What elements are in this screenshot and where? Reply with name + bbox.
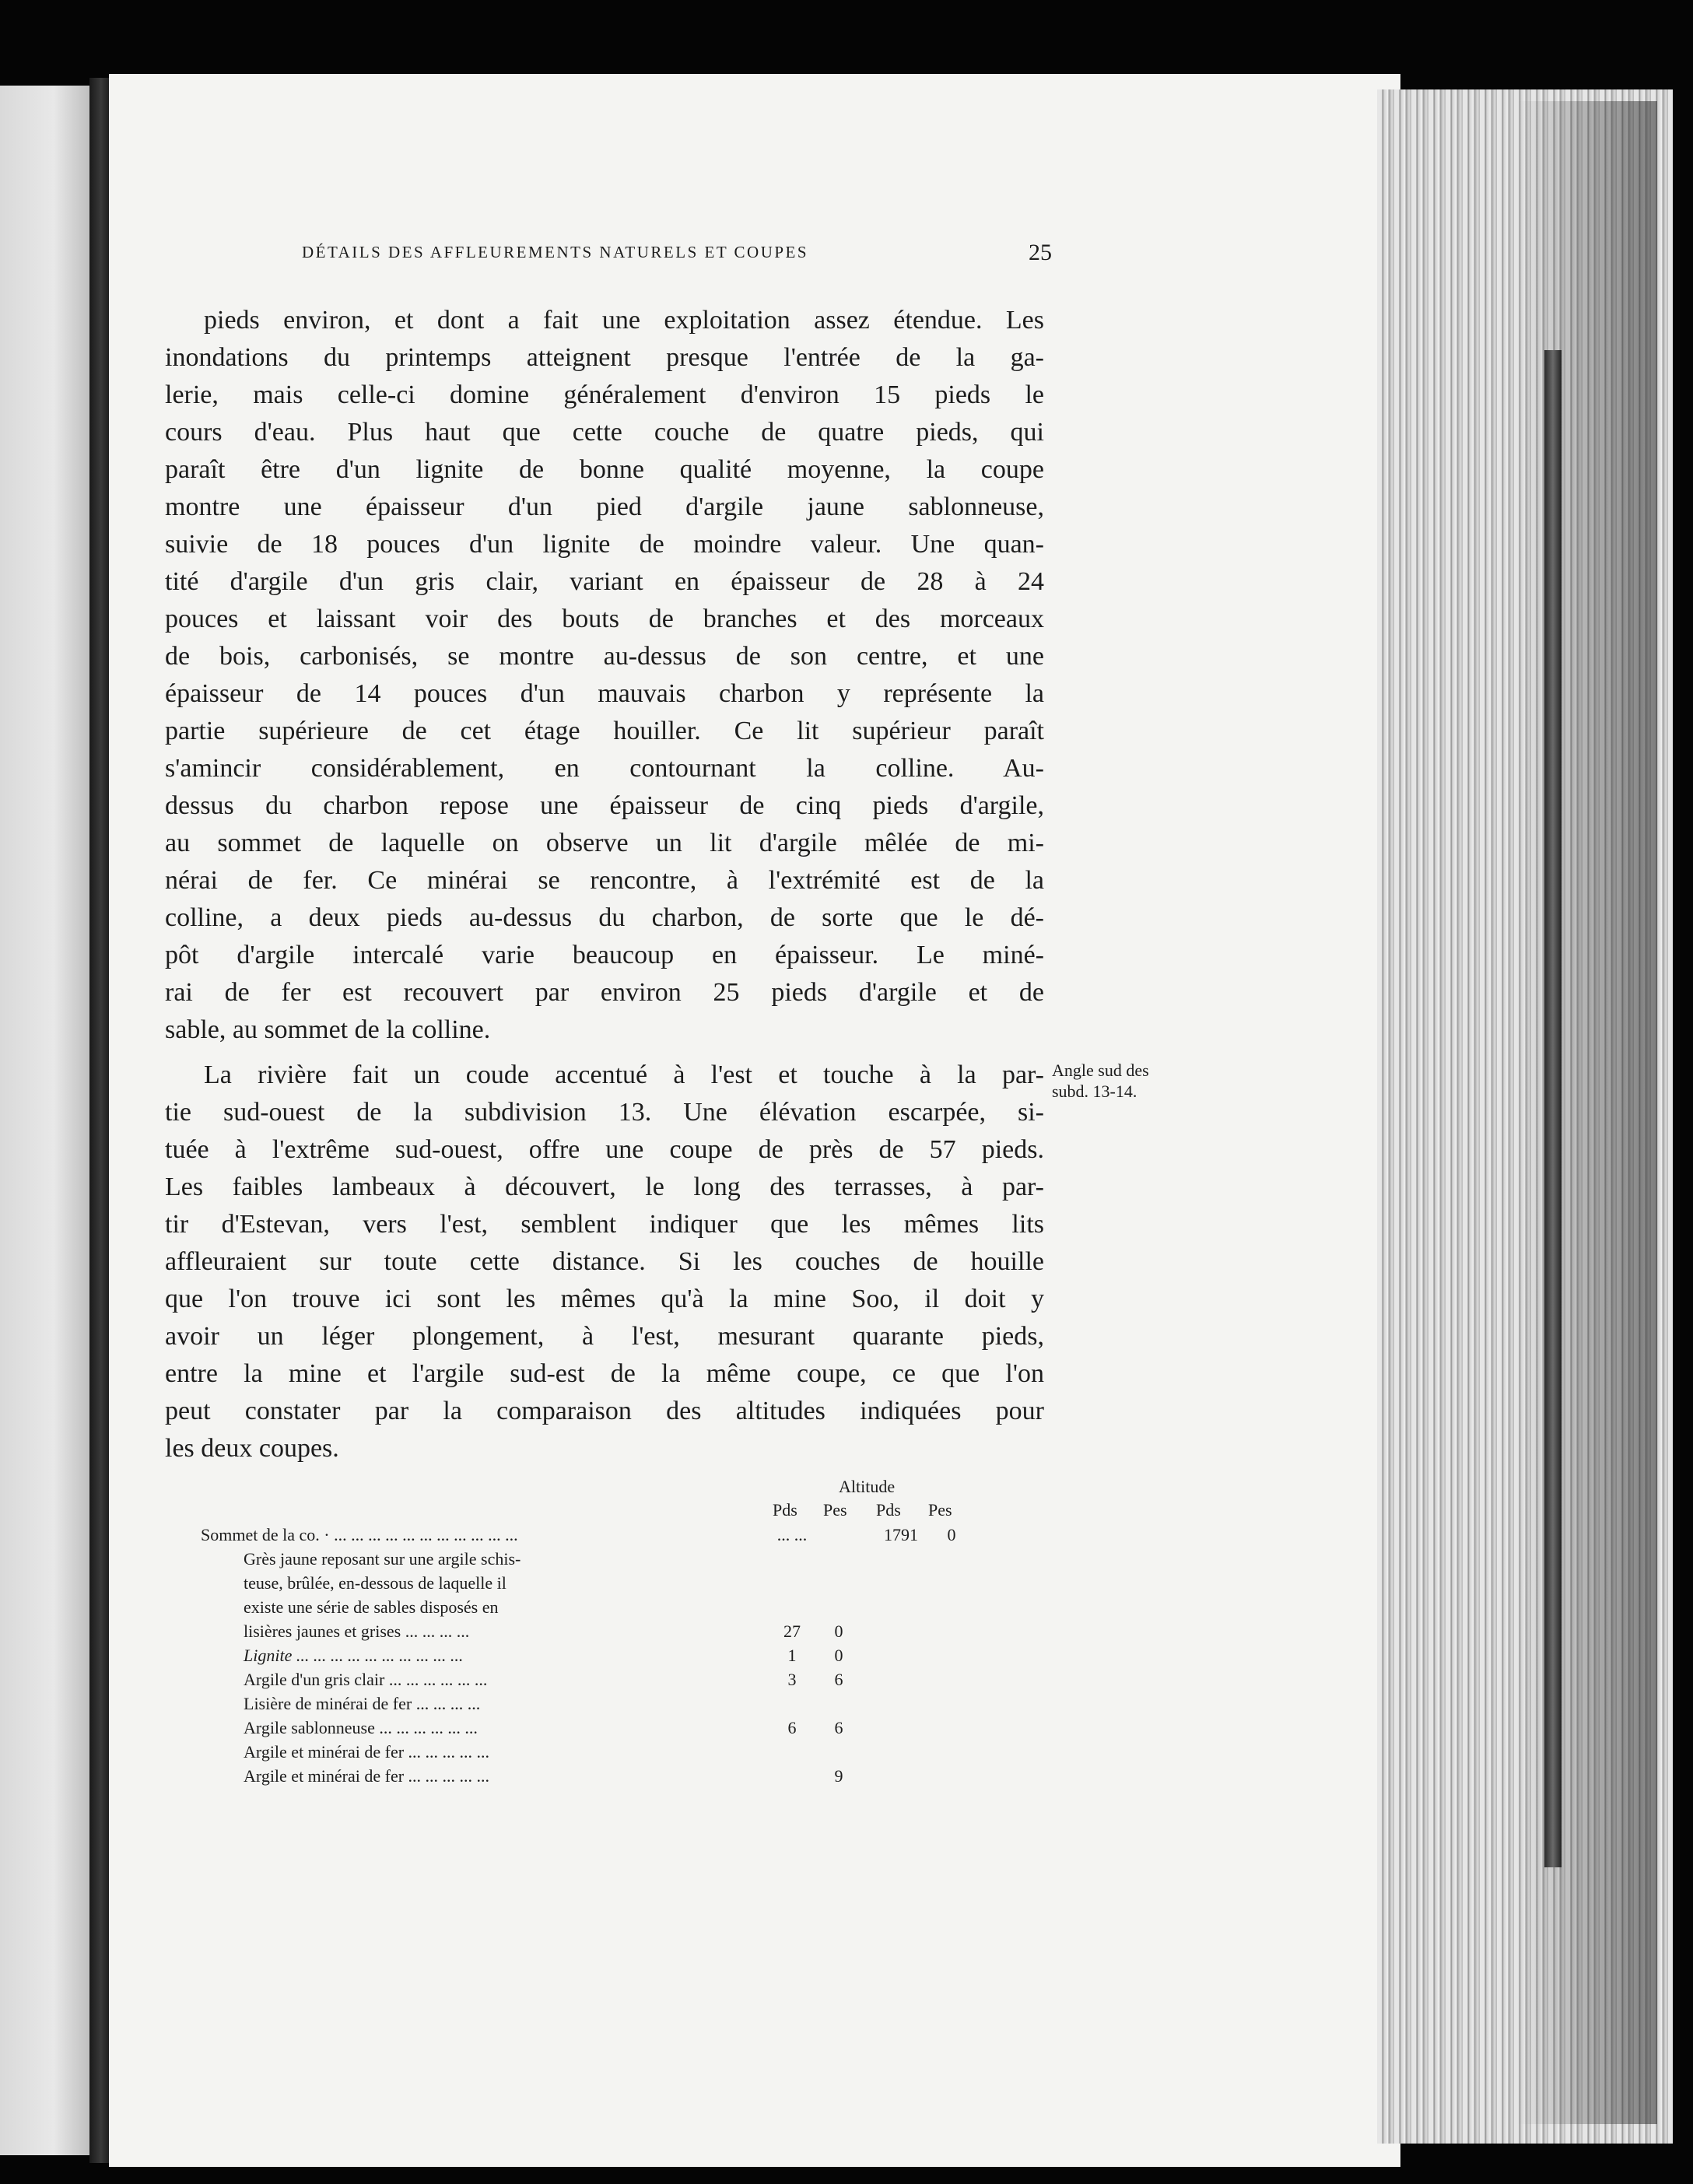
text-line: de bois, carbonisés, se montre au-dessus de son centre, et une (165, 642, 1044, 671)
row-description-line: Lisière de minérai de fer ... ... ... ... (244, 1694, 481, 1713)
row-description (244, 1764, 489, 1788)
value-pds: 27 (783, 1621, 801, 1641)
value-pds: 3 (787, 1670, 797, 1689)
text-line: rai de fer est recouvert par environ 25 pieds d'argile et de (165, 978, 1044, 1007)
left-page-edge (0, 86, 89, 2155)
row-description-line: Grès jaune reposant sur une argile schis- (244, 1549, 521, 1569)
text-line: pouces et laissant voir des bouts de branches et des morceaux (165, 605, 1044, 633)
value-pes: 6 (834, 1670, 843, 1689)
value-pds: ... ... (776, 1525, 808, 1544)
row-description (244, 1643, 463, 1667)
text-line: cours d'eau. Plus haut que cette couche de quatre pieds, qui (165, 418, 1044, 447)
row-description-line: Sommet de la co. · ... ... ... ... ... ... ... ... ... ... ... (201, 1525, 518, 1544)
text-line: affleuraient sur toute cette distance. Si les couches de houille (165, 1247, 1044, 1276)
column-header: Pds (773, 1500, 797, 1520)
text-line: tir d'Estevan, vers l'est, semblent indiquer que les mêmes lits (165, 1210, 1044, 1239)
row-description (244, 1716, 478, 1740)
row-description-line: Argile et minérai de fer ... ... ... ... ... (244, 1742, 490, 1762)
text-line: pôt d'argile intercalé varie beaucoup en épaisseur. Le miné- (165, 941, 1044, 969)
text-line: nérai de fer. Ce minérai se rencontre, à l'extrémité est de la (165, 866, 1044, 895)
text-line: peut constater par la comparaison des altitudes indiquées pour (165, 1397, 1044, 1425)
text-line: avoir un léger plongement, à l'est, mesurant quarante pieds, (165, 1322, 1044, 1351)
text-line: tuée à l'extrême sud-ouest, offre une coupe de près de 57 pieds. (165, 1135, 1044, 1164)
running-header: DÉTAILS DES AFFLEUREMENTS NATURELS ET COUPES (302, 243, 809, 261)
column-header: Pds (876, 1500, 901, 1520)
row-description (244, 1667, 487, 1691)
text-line: sable, au sommet de la colline. (165, 1015, 491, 1044)
row-description-line: existe une série de sables disposés en (244, 1597, 499, 1617)
paragraph-1 (165, 302, 1044, 1049)
text-line: entre la mine et l'argile sud-est de la même coupe, ce que l'on (165, 1359, 1044, 1388)
text-line: Les faibles lambeaux à découvert, le long des terrasses, à par- (165, 1173, 1044, 1201)
row-description (244, 1691, 480, 1716)
row-description-line: Lignite ... ... ... ... ... ... ... ... ... ... (244, 1646, 464, 1665)
text-line: dessus du charbon repose une épaisseur de cinq pieds d'argile, (165, 791, 1044, 820)
row-description (244, 1740, 489, 1764)
text-line: colline, a deux pieds au-dessus du charbon, de sorte que le dé- (165, 903, 1044, 932)
margin-note-line: Angle sud des (1052, 1060, 1149, 1080)
text-line: au sommet de laquelle on observe un lit d'argile mêlée de mi- (165, 829, 1044, 857)
text-line: lerie, mais celle-ci domine généralement d'environ 15 pieds le (165, 380, 1044, 409)
text-line: épaisseur de 14 pouces d'un mauvais charbon y représente la (165, 679, 1044, 708)
value-pes: 9 (834, 1766, 843, 1786)
page-stack-shadow (1517, 101, 1657, 2124)
text-line: que l'on trouve ici sont les mêmes qu'à la mine Soo, il doit y (165, 1285, 1044, 1313)
column-header: Pes (823, 1500, 847, 1520)
page-clip (1544, 350, 1562, 1867)
text-line: s'amincir considérablement, en contournant la colline. Au- (165, 754, 1044, 783)
value-pds: 6 (787, 1718, 797, 1737)
row-description-line: teuse, brûlée, en-dessous de laquelle il (244, 1573, 506, 1593)
margin-note (1052, 1060, 1223, 1102)
text-line: inondations du printemps atteignent presque l'entrée de la ga- (165, 343, 1044, 372)
altitude-header: Altitude (839, 1477, 896, 1496)
text-line: tité d'argile d'un gris clair, variant en épaisseur de 28 à 24 (165, 567, 1044, 596)
text-line: partie supérieure de cet étage houiller. Ce lit supérieur paraît (165, 717, 1044, 745)
row-description-line: Argile d'un gris clair ... ... ... ... ... ... (244, 1670, 488, 1689)
text-line: tie sud-ouest de la subdivision 13. Une élévation escarpée, si- (165, 1098, 1044, 1127)
text-line: les deux coupes. (165, 1434, 339, 1463)
value-alt-pds: 1791 (884, 1525, 918, 1544)
paragraph-2 (165, 1057, 1044, 1467)
row-description-line: Argile sablonneuse ... ... ... ... ... ... (244, 1718, 478, 1737)
value-pes: 0 (834, 1621, 843, 1641)
column-header: Pes (928, 1500, 952, 1520)
value-alt-pes: 0 (947, 1525, 956, 1544)
margin-note-line: subd. 13-14. (1052, 1081, 1137, 1101)
value-pes: 6 (834, 1718, 843, 1737)
row-description (244, 1547, 521, 1643)
text-line: pieds environ, et dont a fait une exploitation assez étendue. Les (204, 306, 1044, 335)
row-description-line: Argile et minérai de fer ... ... ... ... ... (244, 1766, 490, 1786)
text-line: suivie de 18 pouces d'un lignite de moindre valeur. Une quan- (165, 530, 1044, 559)
row-description-line: lisières jaunes et grises ... ... ... ... (244, 1621, 470, 1641)
text-line: paraît être d'un lignite de bonne qualité moyenne, la coupe (165, 455, 1044, 484)
value-pds: 1 (787, 1646, 797, 1665)
page-number: 25 (1029, 240, 1052, 265)
text-line: La rivière fait un coude accentué à l'est et touche à la par- (204, 1060, 1044, 1089)
row-description (201, 1523, 518, 1547)
value-pes: 0 (834, 1646, 843, 1665)
text-line: montre une épaisseur d'un pied d'argile jaune sablonneuse, (165, 493, 1044, 521)
